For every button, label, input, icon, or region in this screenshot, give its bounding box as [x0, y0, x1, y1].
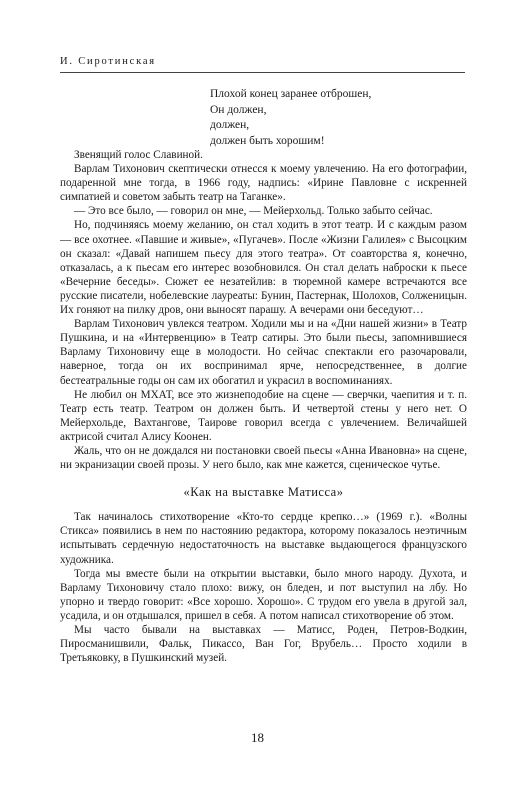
poem-line: Он должен, [210, 103, 267, 116]
paragraph: Не любил он МХАТ, все это жизнеподобие на сцене — сверчки, чаепития и т. п. Театр есть театр. Театром он должен быть. И четвертой стены у него нет. О Мейерхольде, Вахтангове, Таирове говорил всегда с увлечением. Величайшей актрисой считал Алису Коонен. [60, 388, 467, 443]
paragraph: Варлам Тихонович увлекся театром. Ходили мы и на «Дни нашей жизни» в Театр Пушкина, и на «Интервенцию» в Театр сатиры. Это были пьесы, запомнившиеся Варламу Тихоновичу еще в молодости. Но сейчас спектакли его разочаровали, наверное, тогда он их воспринимал ярче, непосредственнее, в долгие бестеатральные годы он сам их обогатил и украсил в воспоминаниях. [60, 318, 467, 387]
running-title: И. Сиротинская [60, 56, 156, 67]
paragraph: Звенящий голос Славиной. [74, 149, 203, 161]
poem-line: должен, [210, 119, 250, 131]
section-title: «Как на выставке Матисса» [183, 485, 344, 500]
paragraph: Так начиналось стихотворение «Кто-то сердце крепко…» (1969 г.). «Волны Стикса» появились в нем по настоянию редактора, которому показалось неэтичным испытывать сердечную недостаточность на выставке выдающегося французского художника. [60, 511, 467, 566]
poem-epigraph [210, 87, 371, 149]
body-text [60, 148, 467, 665]
paragraph: — Это все было, — говорил он мне, — Мейерхольд. Только забыто сейчас. [74, 205, 433, 218]
header-rule [60, 72, 465, 73]
paragraph: Мы часто бывали на выставках — Матисс, Роден, Петров-Водкин, Пиросманишвили, Фальк, Пикассо, Ван Гог, Врубель… Просто ходили в Третьяковку, в Пушкинский музей. [60, 624, 467, 665]
page-number: 18 [251, 730, 264, 745]
paragraph: Варлам Тихонович скептически отнесся к моему увлечению. На его фотографии, подаренной мне тогда, в 1966 году, надпись: «Ирине Павловне с искренней симпатией и советом забыть театр на Таганке». [60, 163, 467, 204]
poem-line: Плохой конец заранее отброшен, [210, 88, 372, 100]
paragraph: Но, подчиняясь моему желанию, он стал ходить в этот театр. И с каждым разом — все охотнее. «Павшие и живые», «Пугачев». После «Жизни Галилея» с Высоцким он сказал: «Давай напишем пьесу для этого театра». От соавторства я, конечно, отказалась, а к пьесам его интерес возобновился. Он стал делать наброски к пьесе «Вечерние беседы». Сюжет ее незатейлив: в тюремной камере встречаются все русские писатели, нобелевские лауреаты: Бунин, Пастернак, Шолохов, Солженицын. Их гоняют на пилку дров, они выносят парашу. А вечерами они беседуют… [60, 219, 467, 317]
paragraph: Тогда мы вместе были на открытии выставки, было много народу. Духота, и Варламу Тихоновичу стало плохо: вижу, он бледен, и пот выступил на лбу. Но упорно и твердо говорит: «Все хорошо. Хорошо». С трудом его увела в другой зал, усадила, и он отдышался, пришел в себя. А потом написал стихотворение об этом. [60, 567, 467, 622]
paragraph: Жаль, что он не дождался ни постановки своей пьесы «Анна Ивановна» на сцене, ни экранизации своей прозы. У него было, как мне кажется, сценическое чутье. [60, 444, 467, 472]
poem-line: должен быть хорошим! [210, 134, 325, 147]
